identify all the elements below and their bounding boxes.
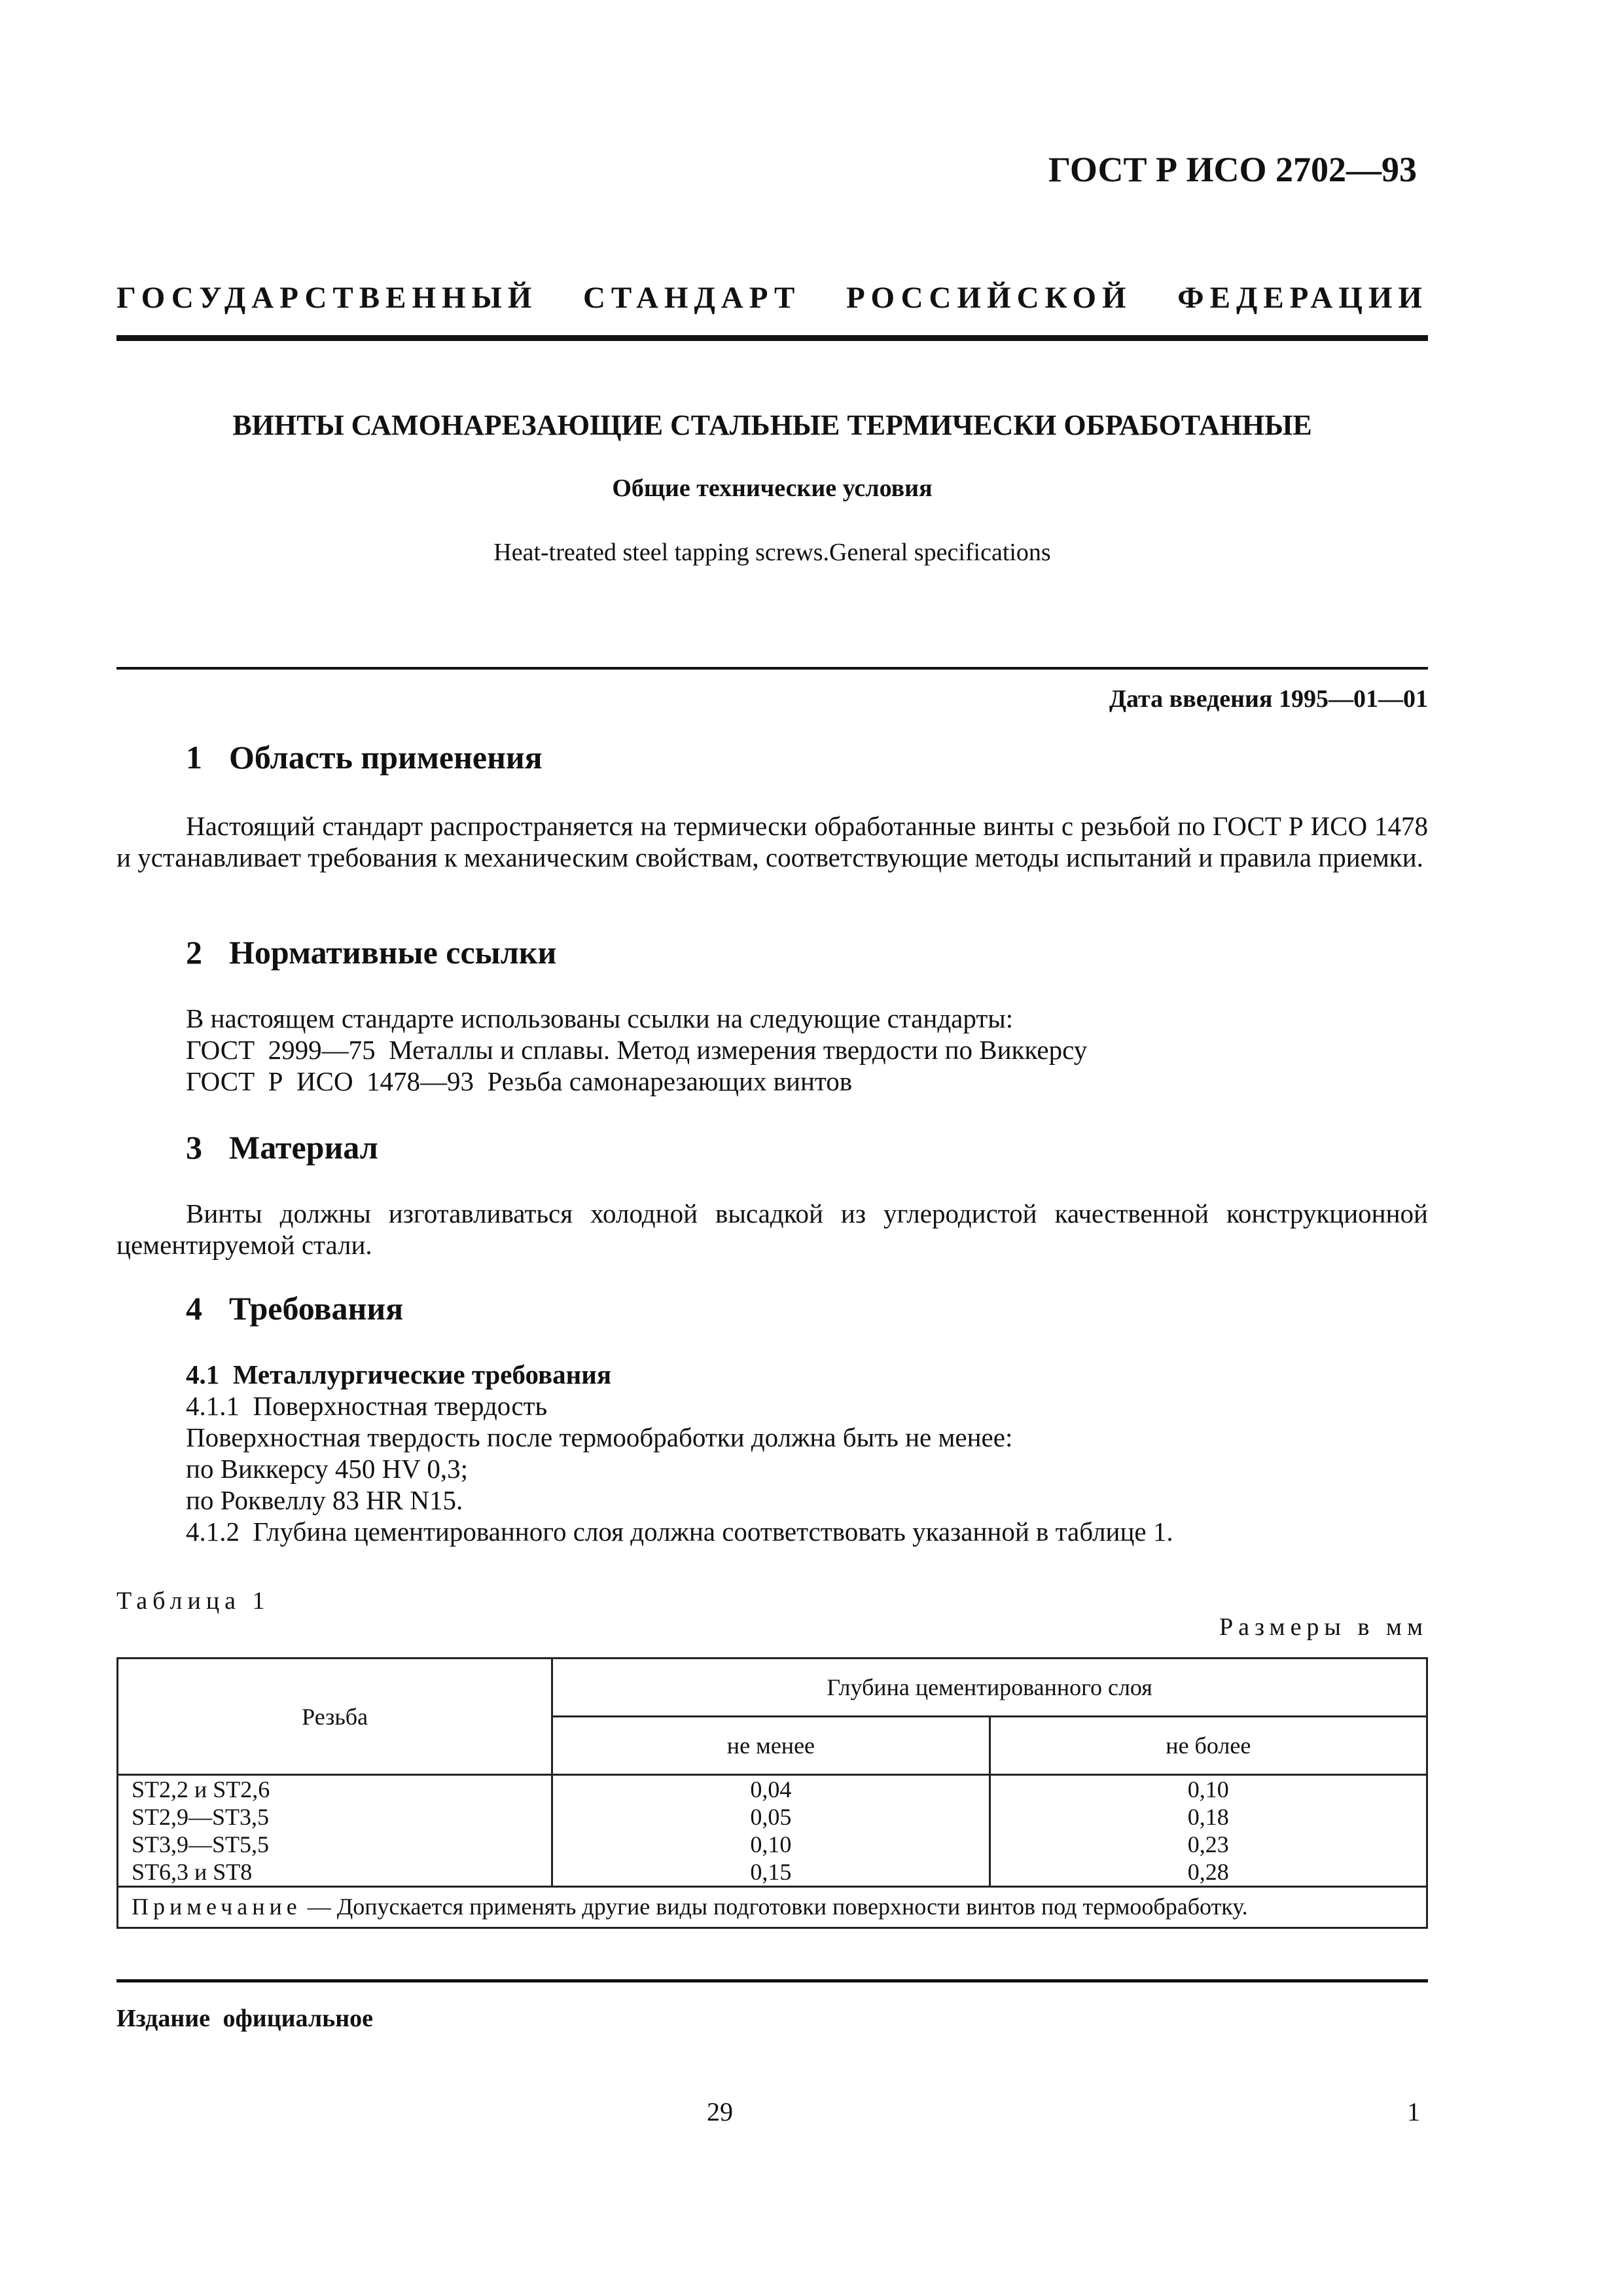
title-rule (116, 667, 1428, 670)
reference-item: ГОСТ 2999—75 Металлы и сплавы. Метод измерения твердости по Виккерсу (186, 1035, 1088, 1065)
section-number: 1 (186, 739, 202, 776)
section-heading-material (186, 1128, 378, 1166)
table-row-max: 0,18 (1187, 1804, 1229, 1830)
introduction-date: Дата введения 1995—01—01 (1109, 685, 1428, 713)
reference-item: ГОСТ Р ИСО 1478—93 Резьба самонарезающих винтов (186, 1066, 853, 1096)
section-text-scope (116, 810, 1428, 873)
header-rule (116, 335, 1428, 341)
paragraph-text: Винты должны изготавливаться холодной высадкой из углеродистой качественной конструкционной цементируемой стали. (116, 1198, 1428, 1260)
section-number: 4 (186, 1290, 202, 1327)
clause-line: по Роквеллу 83 HR N15. (186, 1485, 463, 1515)
section-number: 2 (186, 934, 202, 971)
table-row-min: 0,05 (750, 1804, 792, 1830)
reference-intro: В настоящем стандарте использованы ссылки на следующие стандарты: (186, 1003, 1014, 1033)
section-text-material (116, 1198, 1428, 1261)
clause-line: по Виккерсу 450 HV 0,3; (186, 1454, 469, 1484)
column-header-max: не более (990, 1717, 1427, 1775)
table-row-max: 0,28 (1187, 1859, 1229, 1885)
section-heading-requirements (186, 1289, 403, 1327)
table-row-thread: ST2,2 и ST2,6 (132, 1776, 270, 1803)
page-number-document: 1 (1407, 2097, 1420, 2126)
table-row-max: 0,10 (1187, 1776, 1229, 1803)
clause-line: 4.1.2 Глубина цементированного слоя должна соответствовать указанной в таблице 1. (186, 1516, 1173, 1547)
clause-line: 4.1.1 Поверхностная твердость (186, 1391, 548, 1421)
subsection-heading: 4.1 Металлургические требования (186, 1359, 612, 1390)
footer-rule (116, 1979, 1428, 1982)
table-row-min: 0,10 (750, 1831, 792, 1857)
table-dimensions-note: Размеры в мм (1219, 1613, 1428, 1641)
document-subtitle: Общие технические условия (612, 475, 933, 502)
column-header-min: не менее (552, 1717, 990, 1775)
column-header-thread: Резьба (118, 1659, 552, 1775)
table-row-min: 0,04 (750, 1776, 792, 1803)
table-caption: Таблица 1 (116, 1587, 270, 1615)
note-text: — Допускается применять другие виды подготовки поверхности винтов под термообработку. (301, 1893, 1248, 1920)
table-row-thread: ST2,9—ST3,5 (132, 1804, 270, 1830)
edition-label: Издание официальное (116, 2005, 374, 2032)
thread-cell (118, 1775, 552, 1887)
section-title: Требования (229, 1290, 404, 1327)
section-title: Нормативные ссылки (229, 934, 557, 971)
table-row-thread: ST6,3 и ST8 (132, 1859, 253, 1885)
table-row-min: 0,15 (750, 1859, 792, 1885)
note-label: Примечание (132, 1893, 302, 1920)
clause-line: Поверхностная твердость после термообработки должна быть не менее: (186, 1422, 1013, 1452)
section-title: Материал (229, 1129, 378, 1166)
document-code: ГОСТ Р ИСО 2702—93 (1048, 150, 1417, 189)
section-heading-scope (186, 738, 543, 776)
table-note (118, 1887, 1427, 1928)
page-number-collection: 29 (707, 2097, 733, 2126)
max-depth-cell (990, 1775, 1427, 1887)
section-number: 3 (186, 1129, 202, 1166)
hardened-layer-table (116, 1657, 1428, 1929)
paragraph-text: Настоящий стандарт распространяется на термически обработанные винты с резьбой по ГОСТ Р ИСО 1478 и устанавливает требования к механическим свойствам, соответствующие методы испытаний и правила приемки. (116, 811, 1428, 872)
section-heading-references (186, 933, 556, 971)
min-depth-cell (552, 1775, 990, 1887)
table-row-thread: ST3,9—ST5,5 (132, 1831, 270, 1857)
column-header-depth: Глубина цементированного слоя (552, 1659, 1427, 1717)
table-row-max: 0,23 (1187, 1831, 1229, 1857)
state-standard-heading: ГОСУДАРСТВЕННЫЙ СТАНДАРТ РОССИЙСКОЙ ФЕДЕРАЦИИ (116, 281, 1428, 315)
english-title: Heat-treated steel tapping screws.General specifications (493, 539, 1051, 566)
document-title: ВИНТЫ САМОНАРЕЗАЮЩИЕ СТАЛЬНЫЕ ТЕРМИЧЕСКИ ОБРАБОТАННЫЕ (232, 409, 1312, 441)
section-title: Область применения (229, 739, 543, 776)
